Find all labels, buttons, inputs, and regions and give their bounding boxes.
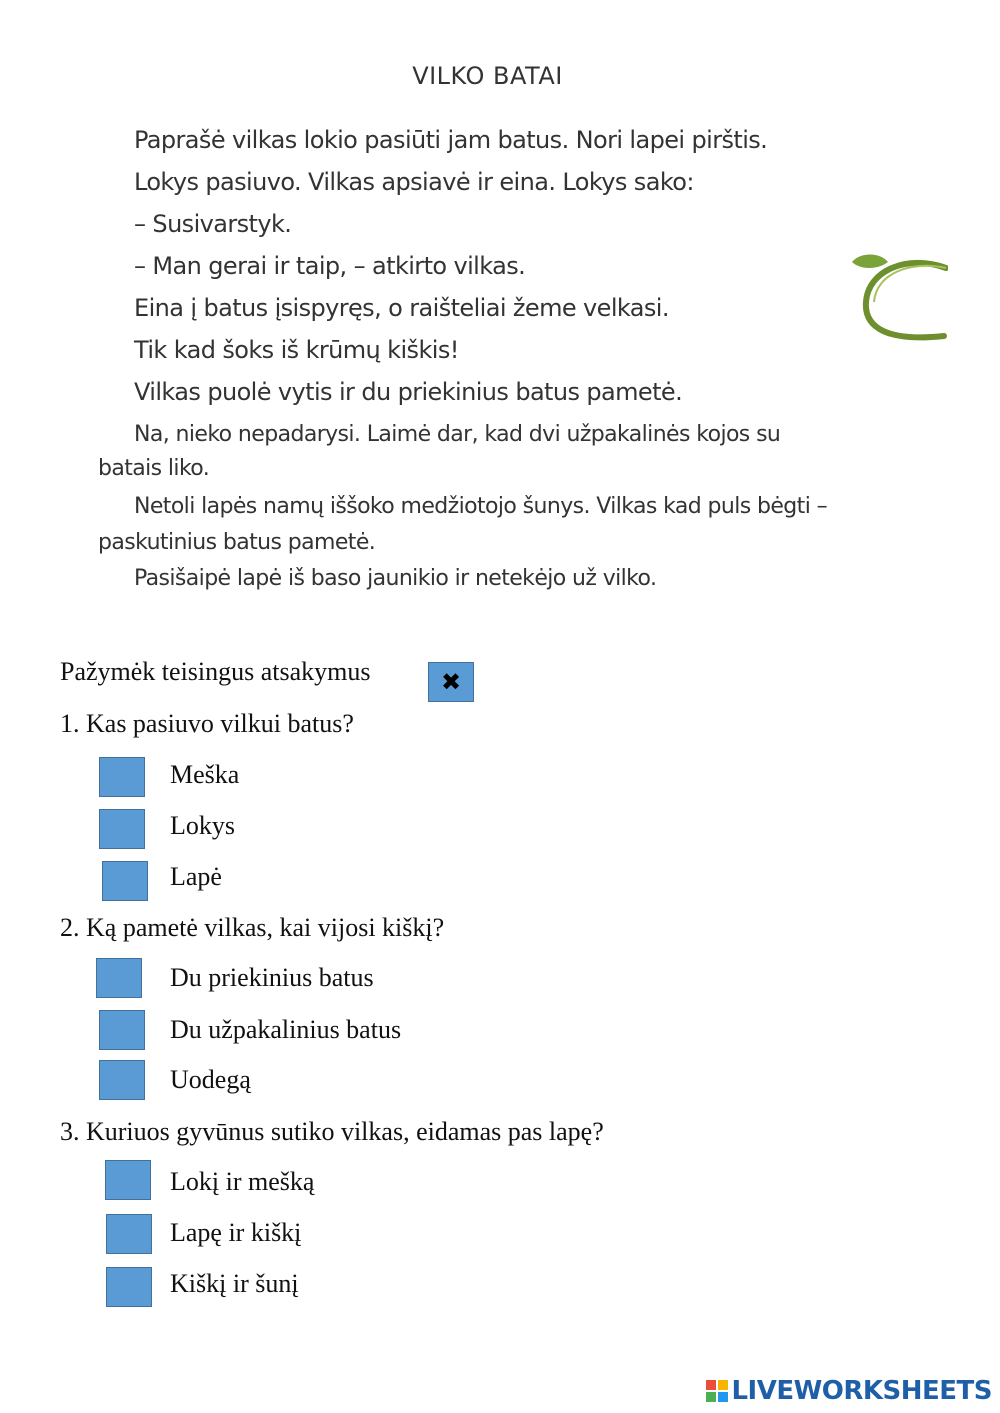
story-line: – Man gerai ir taip, – atkirto vilkas. — [134, 252, 526, 280]
leaf-decoration-icon — [848, 250, 948, 350]
story-line: – Susivarstyk. — [134, 210, 292, 238]
answer-checkbox-meska[interactable] — [99, 757, 145, 797]
story-paragraph-line: batais liko. — [98, 456, 210, 481]
answer-checkbox-kiski-ir-suni[interactable] — [106, 1267, 152, 1307]
logo-text: LIVEWORKSHEETS — [731, 1376, 992, 1406]
story-line: Eina į batus įsispyręs, o raišteliai žeme velkasi. — [134, 294, 669, 322]
x-mark-icon: ✖ — [440, 668, 462, 696]
answer-checkbox-lape-ir-kiski[interactable] — [106, 1214, 152, 1254]
answer-option: Uodegą — [170, 1065, 251, 1094]
answer-checkbox-uodega[interactable] — [99, 1060, 145, 1100]
answer-option: Kiškį ir šunį — [170, 1269, 299, 1298]
liveworksheets-logo — [706, 1376, 992, 1406]
page-title: VILKO BATAI — [412, 62, 563, 90]
story-line: Lokys pasiuvo. Vilkas apsiavė ir eina. Lokys sako: — [134, 168, 694, 196]
answer-checkbox-du-uzpakalinius-batus[interactable] — [99, 1010, 145, 1050]
answer-option: Lapė — [170, 862, 222, 891]
story-line: Vilkas puolė vytis ir du priekinius batus pametė. — [134, 378, 683, 406]
story-paragraph-line: paskutinius batus pametė. — [98, 530, 376, 555]
answer-checkbox-loki-ir-meska[interactable] — [105, 1160, 151, 1200]
answer-checkbox-du-priekinius-batus[interactable] — [96, 958, 142, 998]
answer-checkbox-lokys[interactable] — [99, 809, 145, 849]
answer-checkbox-lape[interactable] — [102, 861, 148, 901]
answer-option: Lokys — [170, 811, 235, 840]
question-1: 1. Kas pasiuvo vilkui batus? — [60, 709, 354, 738]
story-line: Tik kad šoks iš krūmų kiškis! — [134, 336, 459, 364]
answer-option: Du priekinius batus — [170, 963, 374, 992]
story-paragraph-line: Pasišaipė lapė iš baso jaunikio ir netekėjo už vilko. — [134, 566, 657, 591]
answer-option: Meška — [170, 760, 240, 789]
story-paragraph-line: Na, nieko nepadarysi. Laimė dar, kad dvi užpakalinės kojos su — [134, 422, 781, 447]
story-paragraph-line: Netoli lapės namų iššoko medžiotojo šunys. Vilkas kad puls bėgti – — [134, 494, 828, 519]
question-3: 3. Kuriuos gyvūnus sutiko vilkas, eidamas pas lapę? — [60, 1117, 604, 1146]
answer-option: Lapę ir kiškį — [170, 1218, 302, 1247]
answer-option: Du užpakalinius batus — [170, 1015, 402, 1044]
example-marked-box — [428, 662, 474, 702]
answer-option: Lokį ir mešką — [170, 1167, 315, 1196]
liveworksheets-logo-icon — [706, 1380, 728, 1402]
question-2: 2. Ką pametė vilkas, kai vijosi kiškį? — [60, 913, 445, 942]
story-line: Paprašė vilkas lokio pasiūti jam batus. Nori lapei pirštis. — [134, 126, 768, 154]
instruction-text: Pažymėk teisingus atsakymus — [60, 657, 371, 686]
